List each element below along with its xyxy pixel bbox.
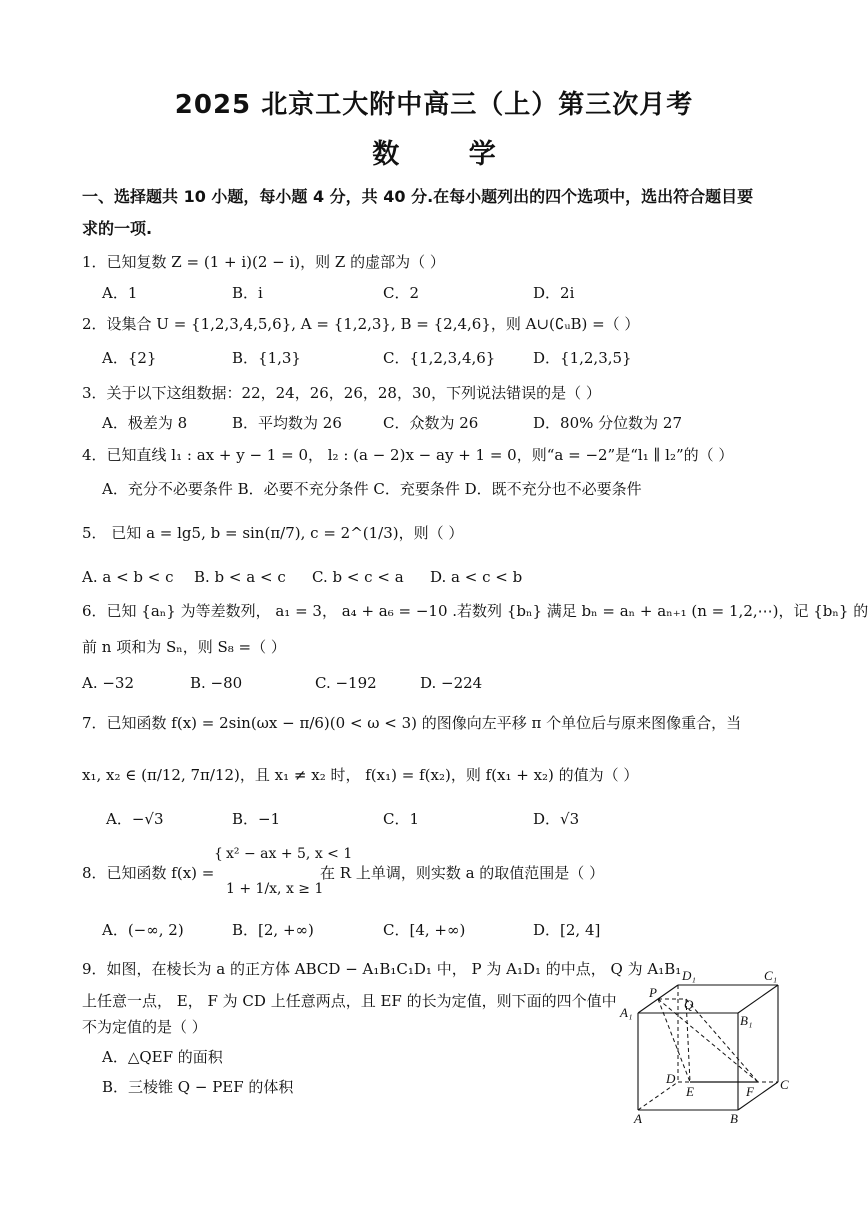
question-8-piece-1: x² − ax + 5, x < 1 <box>226 846 353 862</box>
question-3-option-a: A．极差为 8 <box>102 414 188 432</box>
label-p: P <box>649 985 657 1000</box>
label-d: D <box>666 1071 676 1086</box>
question-4-options: A．充分不必要条件 B．必要不充分条件 C．充要条件 D．既不充分也不必要条件 <box>102 480 642 498</box>
edge-b1-c1 <box>738 985 778 1013</box>
question-5-option-a: A. a < b < c <box>82 568 174 586</box>
question-4-stem: 4．已知直线 l₁ : ax + y − 1 = 0， l₂ : (a − 2)x − ay + 1 = 0，则“a = −2”是“l₁ ∥ l₂”的（ ） <box>82 446 734 464</box>
label-c: C <box>780 1077 789 1092</box>
edge-b-c <box>738 1082 778 1110</box>
question-2-option-a: A．{2} <box>102 349 157 367</box>
question-8-option-a: A．(−∞, 2) <box>102 921 184 939</box>
question-6-stem: 6．已知 {aₙ} 为等差数列， a₁ = 3， a₄ + a₆ = −10 .若数列 {bₙ} 满足 bₙ = aₙ + aₙ₊₁ (n = 1,2,⋯)，记 {bₙ} 的 <box>82 602 868 620</box>
question-7-stem-cont: x₁, x₂ ∈ (π/12, 7π/12)，且 x₁ ≠ x₂ 时， f(x₁) = f(x₂)，则 f(x₁ + x₂) 的值为（ ） <box>82 766 639 784</box>
question-1-stem: 1．已知复数 Z = (1 + i)(2 − i)，则 Z 的虚部为（ ） <box>82 253 445 271</box>
question-9-stem-cont1: 上任意一点， E， F 为 CD 上任意两点，且 EF 的长为定值，则下面的四个值中 <box>82 992 617 1010</box>
question-3-option-b: B．平均数为 26 <box>232 414 342 432</box>
label-b1: B₁ <box>740 1013 753 1028</box>
question-8-brace: { <box>214 846 223 862</box>
label-f: F <box>746 1084 754 1099</box>
label-c1: C₁ <box>764 968 778 983</box>
label-a1: A₁ <box>620 1005 633 1020</box>
subject-title: 数 学 <box>372 139 526 170</box>
question-8-option-c: C．[4, +∞) <box>383 921 466 939</box>
question-2-option-d: D．{1,2,3,5} <box>533 349 632 367</box>
question-9-option-a: A．△QEF 的面积 <box>102 1048 223 1066</box>
question-7-option-a: A．−√3 <box>106 810 164 828</box>
label-q: Q <box>684 997 694 1012</box>
question-2-stem: 2．设集合 U = {1,2,3,4,5,6}, A = {1,2,3}, B = {2,4,6}，则 A∪(∁ᵤB) =（ ） <box>82 315 640 333</box>
exam-title: 2025 北京工大附中高三（上）第三次月考 <box>174 90 694 120</box>
label-b: B <box>730 1111 738 1125</box>
question-5-option-b: B. b < a < c <box>194 568 286 586</box>
question-8-piece-2: 1 + 1/x, x ≥ 1 <box>226 881 324 897</box>
label-e: E <box>686 1084 694 1099</box>
question-3-option-d: D．80% 分位数为 27 <box>533 414 682 432</box>
question-8-stem: 8．已知函数 f(x) = <box>82 864 215 882</box>
section-heading-line2: 求的一项. <box>82 219 153 238</box>
question-7-option-d: D．√3 <box>533 810 580 828</box>
label-a: A <box>634 1111 642 1125</box>
question-1-option-d: D．2i <box>533 284 575 302</box>
label-d1: D₁ <box>682 968 696 983</box>
question-1-option-b: B．i <box>232 284 263 302</box>
question-2-option-b: B．{1,3} <box>232 349 301 367</box>
question-7-option-c: C．1 <box>383 810 420 828</box>
question-7-option-b: B．−1 <box>232 810 281 828</box>
question-3-option-c: C．众数为 26 <box>383 414 479 432</box>
question-1-option-c: C．2 <box>383 284 420 302</box>
question-5-option-d: D. a < c < b <box>430 568 523 586</box>
question-7-stem: 7．已知函数 f(x) = 2sin(ωx − π/6)(0 < ω < 3) 的图像向左平移 π 个单位后与原来图像重合，当 <box>82 714 742 732</box>
question-5-stem: 5． 已知 a = lg5, b = sin(π/7), c = 2^(1/3)，则（ ） <box>82 524 464 542</box>
segment-q-f <box>686 999 758 1082</box>
question-2-option-c: C．{1,2,3,4,6} <box>383 349 496 367</box>
question-8-option-b: B．[2, +∞) <box>232 921 314 939</box>
section-heading-line1: 一、选择题共 10 小题，每小题 4 分，共 40 分.在每小题列出的四个选项中，选出符合题目要 <box>82 187 754 206</box>
question-6-option-a: A. −32 <box>82 674 135 692</box>
question-9-stem: 9．如图，在棱长为 a 的正方体 ABCD − A₁B₁C₁D₁ 中， P 为 A₁D₁ 的中点， Q 为 A₁B₁ <box>82 960 682 978</box>
question-9-stem-cont2: 不为定值的是（ ） <box>82 1018 207 1036</box>
question-5-option-c: C. b < c < a <box>312 568 404 586</box>
question-6-option-b: B. −80 <box>190 674 243 692</box>
segment-p-f <box>658 999 758 1082</box>
question-3-stem: 3．关于以下这组数据：22，24，26，26，28，30，下列说法错误的是（ ） <box>82 384 601 402</box>
question-8-option-d: D．[2, 4] <box>533 921 601 939</box>
question-9-option-b: B．三棱锥 Q − PEF 的体积 <box>102 1078 294 1096</box>
question-6-option-c: C. −192 <box>315 674 377 692</box>
question-6-option-d: D. −224 <box>420 674 483 692</box>
question-1-option-a: A．1 <box>102 284 138 302</box>
cube-figure <box>618 965 798 1125</box>
question-8-stem-tail: 在 R 上单调，则实数 a 的取值范围是（ ） <box>320 864 605 882</box>
question-6-stem-cont: 前 n 项和为 Sₙ，则 S₈ =（ ） <box>82 638 286 656</box>
edge-a-d-hidden <box>638 1082 678 1110</box>
